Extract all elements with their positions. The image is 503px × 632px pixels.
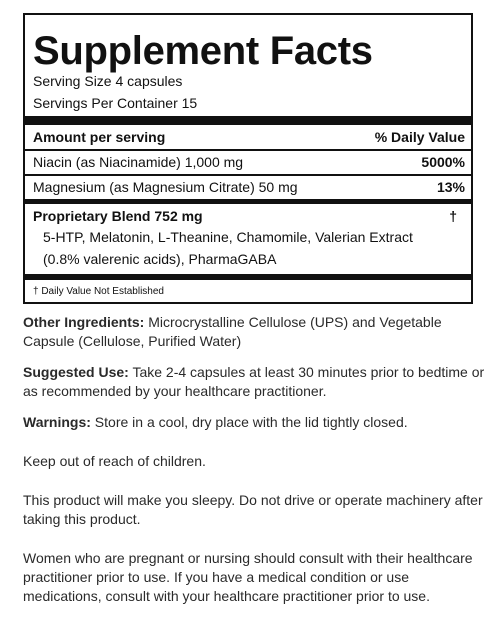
nutrient-row: [33, 176, 465, 199]
blend-dagger-mark: †: [449, 208, 457, 224]
pregnancy-warning: Women who are pregnant or nursing should consult with their healthcare practitioner prior to use. If you have a medical condition or use medications, consult with your healthcare practitioner prior to use.: [23, 550, 473, 604]
nutrient-daily-value: 13%: [436, 179, 465, 195]
serving-size: Serving Size 4 capsules: [33, 73, 183, 89]
daily-value-footnote: † Daily Value Not Established: [33, 286, 164, 297]
nutrient-daily-value: 5000%: [421, 154, 465, 170]
blend-ingredients-line: (0.8% valerenic acids), PharmaGABA: [43, 251, 277, 267]
other-ingredients: [23, 313, 485, 351]
suggested-use-label: Suggested Use:: [23, 364, 129, 380]
supplement-facts-panel: [23, 13, 473, 304]
warnings: [23, 413, 485, 432]
facts-title: Supplement Facts: [33, 29, 373, 73]
thick-divider: [25, 274, 471, 280]
medium-divider: [25, 199, 471, 204]
other-ingredients-text: Microcrystalline Cellulose (UPS) and Vegetable Capsule (Cellulose, Purified Water): [23, 314, 442, 349]
warnings-label: Warnings:: [23, 414, 91, 430]
nutrient-name: Niacin (as Niacinamide) 1,000 mg: [33, 154, 244, 170]
nutrient-name: Magnesium (as Magnesium Citrate) 50 mg: [33, 179, 298, 195]
blend-ingredients: [33, 226, 465, 270]
suggested-use: [23, 363, 485, 401]
blend-ingredients-line: 5-HTP, Melatonin, L-Theanine, Chamomile, Valerian Extract: [43, 229, 413, 245]
nutrient-row: [33, 151, 465, 174]
servings-per-container: Servings Per Container 15: [33, 95, 198, 111]
proprietary-blend-row: [33, 208, 465, 225]
blend-name: Proprietary Blend 752 mg: [33, 208, 203, 224]
thick-divider: [25, 116, 471, 125]
amount-per-serving-label: Amount per serving: [33, 129, 166, 145]
other-ingredients-label: Other Ingredients:: [23, 314, 145, 330]
warnings-text: Store in a cool, dry place with the lid tightly closed.: [90, 414, 408, 430]
drowsiness-warning: This product will make you sleepy. Do not drive or operate machinery after taking this product.: [23, 492, 483, 527]
suggested-use-text: Take 2-4 capsules at least 30 minutes prior to bedtime or as recommended by your healthcare practitioner.: [23, 364, 485, 399]
facts-header-row: [33, 125, 465, 149]
product-information: [23, 313, 485, 618]
keep-away-note: Keep out of reach of children.: [23, 453, 206, 469]
daily-value-label: % Daily Value: [374, 129, 465, 145]
